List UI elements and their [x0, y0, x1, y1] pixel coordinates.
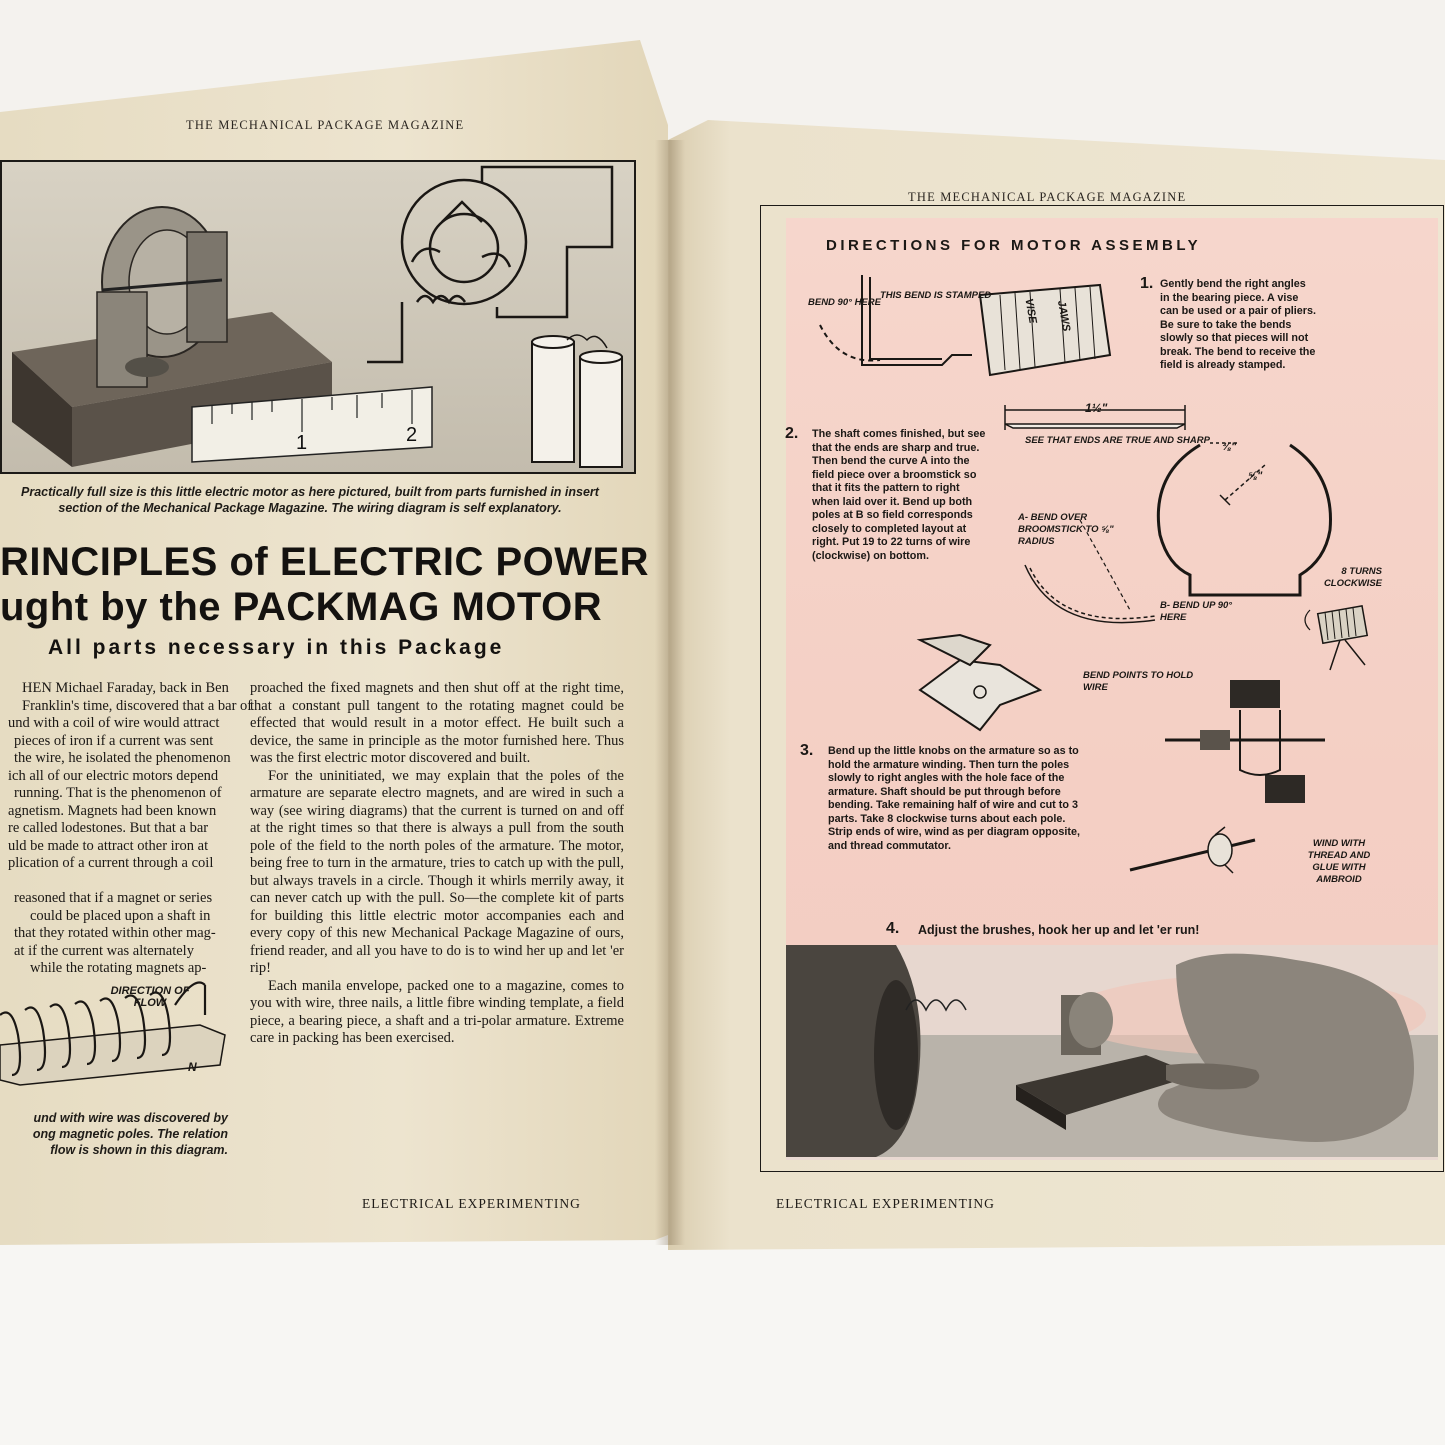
hand-motor-photo [786, 945, 1438, 1157]
column-1-line: agnetism. Magnets had been known [8, 802, 217, 819]
wind-thread-label: WIND WITH THREAD AND GLUE WITH AMBROID [1307, 838, 1371, 885]
coil-caption-line: flow is shown in this diagram. [50, 1143, 228, 1157]
right-running-head: THE MECHANICAL PACKAGE MAGAZINE [908, 190, 1187, 204]
column-1-line: reasoned that if a magnet or series [14, 890, 213, 906]
column-1-line [8, 873, 263, 891]
ruler-mark-1: 1 [296, 432, 308, 454]
motor-wiring-drawing [2, 162, 634, 472]
column-1-line: und with a coil of wire would attract [8, 715, 220, 731]
armature-drawing [900, 620, 1060, 730]
headline-line-2: ught by the PACKMAG MOTOR [0, 585, 603, 629]
radius-label: ⅝" [1248, 470, 1263, 482]
body-column-2 [250, 680, 624, 1048]
table-surface [0, 1240, 1445, 1445]
step-2-number: 2. [785, 425, 799, 442]
jaws-label: JAWS [1054, 299, 1073, 333]
right-footer: ELECTRICAL EXPERIMENTING [776, 1196, 995, 1211]
illustration-caption: Practically full size is this little electric motor as here pictured, built from parts furnished in insert section of the Mechanical Package Magazine. The wiring diagram is self explanatory. [21, 485, 599, 515]
column-2-paragraph: proached the fixed magnets and then shut off at the right time, that a constant pull tangent to the rotating magnet could be effected that would result in a motor effect. He built such a device, the same in principle as the motor furnished here. Thus was the first electric motor discovered and built. [250, 680, 624, 766]
column-1-line: the wire, he isolated the phenomenon [14, 750, 231, 766]
small-coil-drawing [1290, 590, 1390, 670]
coil-caption-line: ong magnetic poles. The relation [32, 1127, 228, 1141]
column-1-line: re called lodestones. But that a bar [8, 820, 209, 836]
see-ends-label: SEE THAT ENDS ARE TRUE AND SHARP [1025, 435, 1210, 446]
direction-of-flow-label: DIRECTION OF FLOW [110, 985, 190, 1009]
wiring-diagram [367, 167, 612, 362]
column-1-line: could be placed upon a shaft in [30, 907, 211, 924]
wound-armature-drawing [1160, 670, 1330, 830]
left-footer: ELECTRICAL EXPERIMENTING [362, 1196, 581, 1211]
panel-title: DIRECTIONS FOR MOTOR ASSEMBLY [826, 237, 1202, 254]
north-pole-label: N [188, 1060, 197, 1074]
coil-diagram [0, 975, 240, 1095]
bend-a-label: A- BEND OVER BROOMSTICK TO ⅝" RADIUS [1018, 512, 1114, 547]
column-2-paragraph: Each manila envelope, packed one to a magazine, comes to you with wire, three nails, a little fibre winding template, a field piece, a bearing piece, a shaft and a tri-polar armature. Extreme care in packing has been exercised. [250, 977, 624, 1046]
coil-diagram-caption [0, 1110, 228, 1158]
column-1-line: ich all of our electric motors depend [8, 767, 219, 784]
step-1-text: Gently bend the right angles in the bearing piece. A vise can be used or a pair of pliers. Be sure to take the bends slowly so that pieces will not break. The bend to receive the field is already stamped. [1160, 278, 1317, 371]
column-1-line: at if the current was alternately [14, 942, 194, 959]
step-1-number: 1. [1140, 275, 1154, 292]
commutator-drawing [1125, 825, 1265, 885]
bend-points-label: BEND POINTS TO HOLD WIRE [1083, 670, 1194, 693]
book-gutter [655, 140, 685, 1245]
step-4-text: Adjust the brushes, hook her up and let 'er run! [918, 923, 1200, 937]
this-bend-stamped-label: THIS BEND IS STAMPED [880, 290, 992, 301]
coil-caption-line: und with wire was discovered by [33, 1111, 228, 1125]
column-1-line: pieces of iron if a current was sent [14, 732, 214, 749]
headline-line-1: RINCIPLES of ELECTRIC POWER [0, 540, 650, 584]
left-running-head: THE MECHANICAL PACKAGE MAGAZINE [186, 118, 465, 132]
column-1-line: uld be made to attract other iron at [8, 837, 209, 854]
step-4-number: 4. [886, 920, 900, 937]
step-3-text: Bend up the little knobs on the armature so as to hold the armature winding. Then turn the poles slowly to right angles with the hole face of the armature. Shaft should be put through before bending. Take remaining half of wire and cut to 3 parts. Take 8 clockwise turns about each pole. Strip ends of wire, wind as per diagram opposite, and thread commutator. [828, 745, 1080, 852]
body-column-1 [8, 680, 263, 978]
step-3-number: 3. [800, 742, 814, 759]
subheadline: All parts necessary in this Package [48, 636, 505, 659]
ruler-mark-2: 2 [406, 424, 418, 446]
gap-label: ⅜" [1222, 441, 1237, 453]
bend-90-label: BEND 90° HERE [808, 297, 881, 308]
column-1-line: running. That is the phenomenon of [14, 785, 222, 801]
column-2-paragraph: For the uninitiated, we may explain that the poles of the armature are separate electro magnets, and are wired in such a way (see wiring diagrams) that the current is turned on and off at the right times so that there is always a pull from the south pole of the field to the north poles of the armature. The motor, being free to turn in the armature, tries to catch up with the pull, but always travels in a circle. Though it whirls merrily away, it can never catch up with the pull. So—the complete kit of parts for building this little electric motor accompanies each and every copy of this new Mechanical Package Magazine of ours, friend reader, and all you have to do is to wind her up and let 'er rip! [250, 767, 624, 976]
column-1-line: HEN Michael Faraday, back in Ben [22, 680, 229, 696]
column-1-line: that they rotated within other mag- [14, 925, 216, 941]
shaft-length-label: 1½" [1085, 401, 1108, 415]
vise-label: VISE [1022, 297, 1039, 325]
eight-turns-label: 8 TURNS CLOCKWISE [1323, 566, 1382, 589]
column-1-line: plication of a current through a coil [8, 855, 214, 871]
column-1-line: Franklin's time, discovered that a bar of [22, 697, 253, 714]
column-1-line: while the rotating magnets ap- [30, 960, 207, 976]
step-2-text: The shaft comes finished, but see that the ends are sharp and true. Then bend the curve A into the field piece over a broomstick so that it fits the pattern to right when laid over it. Bend up both poles at B so field corresponds closely to completed layout at right. Put 19 to 22 turns of wire (clockwise) on bottom. [812, 428, 986, 562]
motor-illustration [0, 160, 636, 474]
bend-b-label: B- BEND UP 90° HERE [1160, 600, 1233, 623]
bearing-piece-drawing [800, 265, 1100, 405]
